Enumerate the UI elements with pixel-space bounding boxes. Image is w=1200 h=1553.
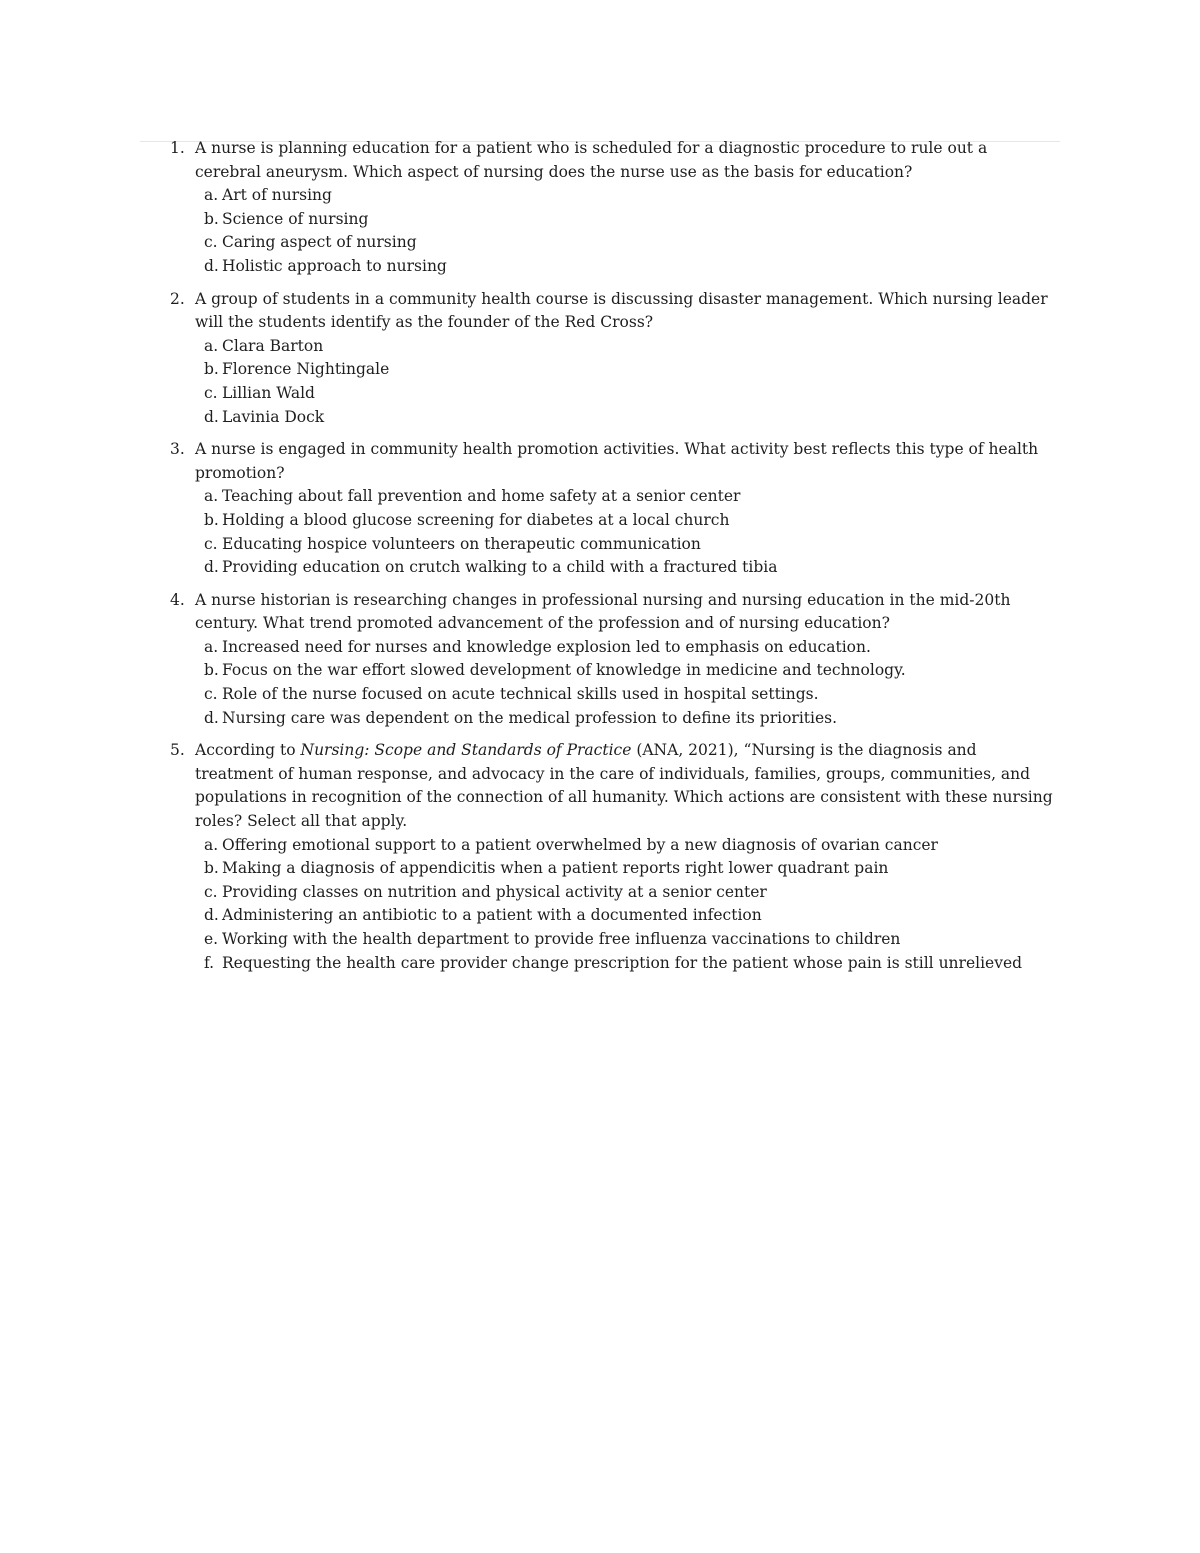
option-letter: d. bbox=[204, 407, 219, 426]
option-letter: c. bbox=[204, 233, 218, 252]
stem-text-before: According to bbox=[195, 741, 301, 760]
option-letter: d. bbox=[204, 708, 219, 727]
option-letter: d. bbox=[204, 906, 219, 925]
option-text: Art of nursing bbox=[222, 186, 332, 205]
answer-option-d[interactable] bbox=[195, 406, 1055, 430]
question-stem bbox=[195, 739, 1055, 833]
option-text: Florence Nightingale bbox=[222, 360, 390, 379]
answer-option-d[interactable] bbox=[195, 255, 1055, 279]
question-stem: A nurse is engaged in community health promotion activities. What activity best reflects this type of health promotion? bbox=[195, 440, 1039, 482]
answer-options bbox=[195, 834, 1055, 976]
question-number: 3. bbox=[170, 440, 185, 459]
option-letter: b. bbox=[204, 360, 219, 379]
answer-option-a[interactable] bbox=[195, 485, 1055, 509]
answer-option-a[interactable] bbox=[195, 335, 1055, 359]
answer-option-e[interactable] bbox=[195, 928, 1055, 952]
option-letter: d. bbox=[204, 256, 219, 275]
option-text: Lavinia Dock bbox=[222, 407, 325, 426]
question-4 bbox=[0, 589, 1055, 731]
option-text: Lillian Wald bbox=[222, 383, 315, 402]
option-letter: a. bbox=[204, 186, 219, 205]
answer-option-a[interactable] bbox=[195, 636, 1055, 660]
question-number: 1. bbox=[170, 139, 185, 157]
answer-option-b[interactable] bbox=[195, 857, 1055, 881]
question-5 bbox=[0, 739, 1055, 975]
answer-options bbox=[195, 485, 1055, 579]
option-letter: c. bbox=[204, 685, 218, 704]
question-stem: A nurse is planning education for a patient who is scheduled for a diagnostic procedure to rule out a cerebral aneurysm. Which aspect of nursing does the nurse use as the basis for education? bbox=[195, 139, 988, 181]
option-letter: a. bbox=[204, 487, 219, 506]
answer-option-c[interactable] bbox=[195, 231, 1055, 255]
option-text: Caring aspect of nursing bbox=[222, 233, 417, 252]
option-text: Providing education on crutch walking to a child with a fractured tibia bbox=[222, 558, 778, 577]
option-text: Working with the health department to provide free influenza vaccinations to children bbox=[222, 930, 901, 948]
option-text: Providing classes on nutrition and physical activity at a senior center bbox=[222, 882, 767, 901]
answer-option-d[interactable] bbox=[195, 556, 1055, 580]
question-stem: A group of students in a community health course is discussing disaster management. Which nursing leader will the students identify as the founder of the Red Cross? bbox=[195, 289, 1048, 332]
answer-option-b[interactable] bbox=[195, 509, 1055, 533]
answer-option-b[interactable] bbox=[195, 659, 1055, 683]
answer-option-c[interactable] bbox=[195, 881, 1055, 905]
answer-options bbox=[195, 636, 1055, 730]
answer-option-c[interactable] bbox=[195, 382, 1055, 406]
answer-option-a[interactable] bbox=[195, 184, 1055, 208]
question-number: 5. bbox=[170, 741, 185, 760]
stem-text-after: (ANA, 2021), “Nursing is the diagnosis and treatment of human response, and advocacy in the care of individuals, families, groups, communities, and populations in recognition of the connection of all humanity. Which actions are consistent with these nursing roles? Select all that apply. bbox=[195, 741, 1053, 831]
option-letter: d. bbox=[204, 558, 219, 577]
answer-option-a[interactable] bbox=[195, 834, 1055, 858]
answer-option-b[interactable] bbox=[195, 208, 1055, 232]
option-letter: a. bbox=[204, 637, 219, 656]
option-letter: c. bbox=[204, 534, 218, 553]
option-text: Holding a blood glucose screening for diabetes at a local church bbox=[222, 510, 730, 529]
option-letter: e. bbox=[204, 930, 219, 948]
option-letter: c. bbox=[204, 882, 218, 901]
publication-title: Nursing: Scope and Standards of Practice bbox=[300, 741, 632, 760]
option-text: Making a diagnosis of appendicitis when a patient reports right lower quadrant pain bbox=[222, 859, 889, 878]
option-letter: b. bbox=[204, 859, 219, 878]
option-text: Educating hospice volunteers on therapeutic communication bbox=[222, 534, 701, 553]
option-text: Teaching about fall prevention and home safety at a senior center bbox=[222, 487, 741, 506]
option-letter: f. bbox=[204, 953, 215, 972]
question-1 bbox=[0, 137, 1055, 279]
answer-option-b[interactable] bbox=[195, 358, 1055, 382]
question-stem: A nurse historian is researching changes in professional nursing and nursing education in the mid-20th century. What trend promoted advancement of the profession and of nursing education? bbox=[195, 590, 1011, 633]
option-text: Offering emotional support to a patient overwhelmed by a new diagnosis of ovarian cancer bbox=[222, 835, 938, 854]
option-text: Clara Barton bbox=[222, 336, 324, 355]
option-text: Requesting the health care provider change prescription for the patient whose pain is still unrelieved bbox=[222, 953, 1023, 972]
answer-option-f[interactable] bbox=[195, 952, 1055, 976]
option-text: Focus on the war effort slowed development of knowledge in medicine and technology. bbox=[222, 661, 906, 680]
option-text: Role of the nurse focused on acute technical skills used in hospital settings. bbox=[222, 685, 819, 704]
option-letter: a. bbox=[204, 336, 219, 355]
option-text: Holistic approach to nursing bbox=[222, 256, 447, 275]
answer-options bbox=[195, 184, 1055, 278]
answer-options bbox=[195, 335, 1055, 429]
option-letter: b. bbox=[204, 209, 219, 228]
answer-option-d[interactable] bbox=[195, 707, 1055, 731]
answer-option-c[interactable] bbox=[195, 533, 1055, 557]
option-text: Nursing care was dependent on the medical profession to define its priorities. bbox=[222, 708, 838, 727]
option-text: Administering an antibiotic to a patient with a documented infection bbox=[222, 906, 762, 925]
answer-option-c[interactable] bbox=[195, 683, 1055, 707]
question-number: 4. bbox=[170, 590, 185, 609]
question-2 bbox=[0, 288, 1055, 430]
option-text: Science of nursing bbox=[222, 209, 369, 228]
question-3 bbox=[0, 438, 1055, 580]
option-letter: b. bbox=[204, 510, 219, 529]
option-letter: b. bbox=[204, 661, 219, 680]
option-letter: a. bbox=[204, 835, 219, 854]
question-list bbox=[0, 137, 1200, 984]
question-number: 2. bbox=[170, 289, 185, 308]
option-text: Increased need for nurses and knowledge explosion led to emphasis on education. bbox=[222, 637, 871, 656]
answer-option-d[interactable] bbox=[195, 904, 1055, 928]
option-letter: c. bbox=[204, 383, 218, 402]
